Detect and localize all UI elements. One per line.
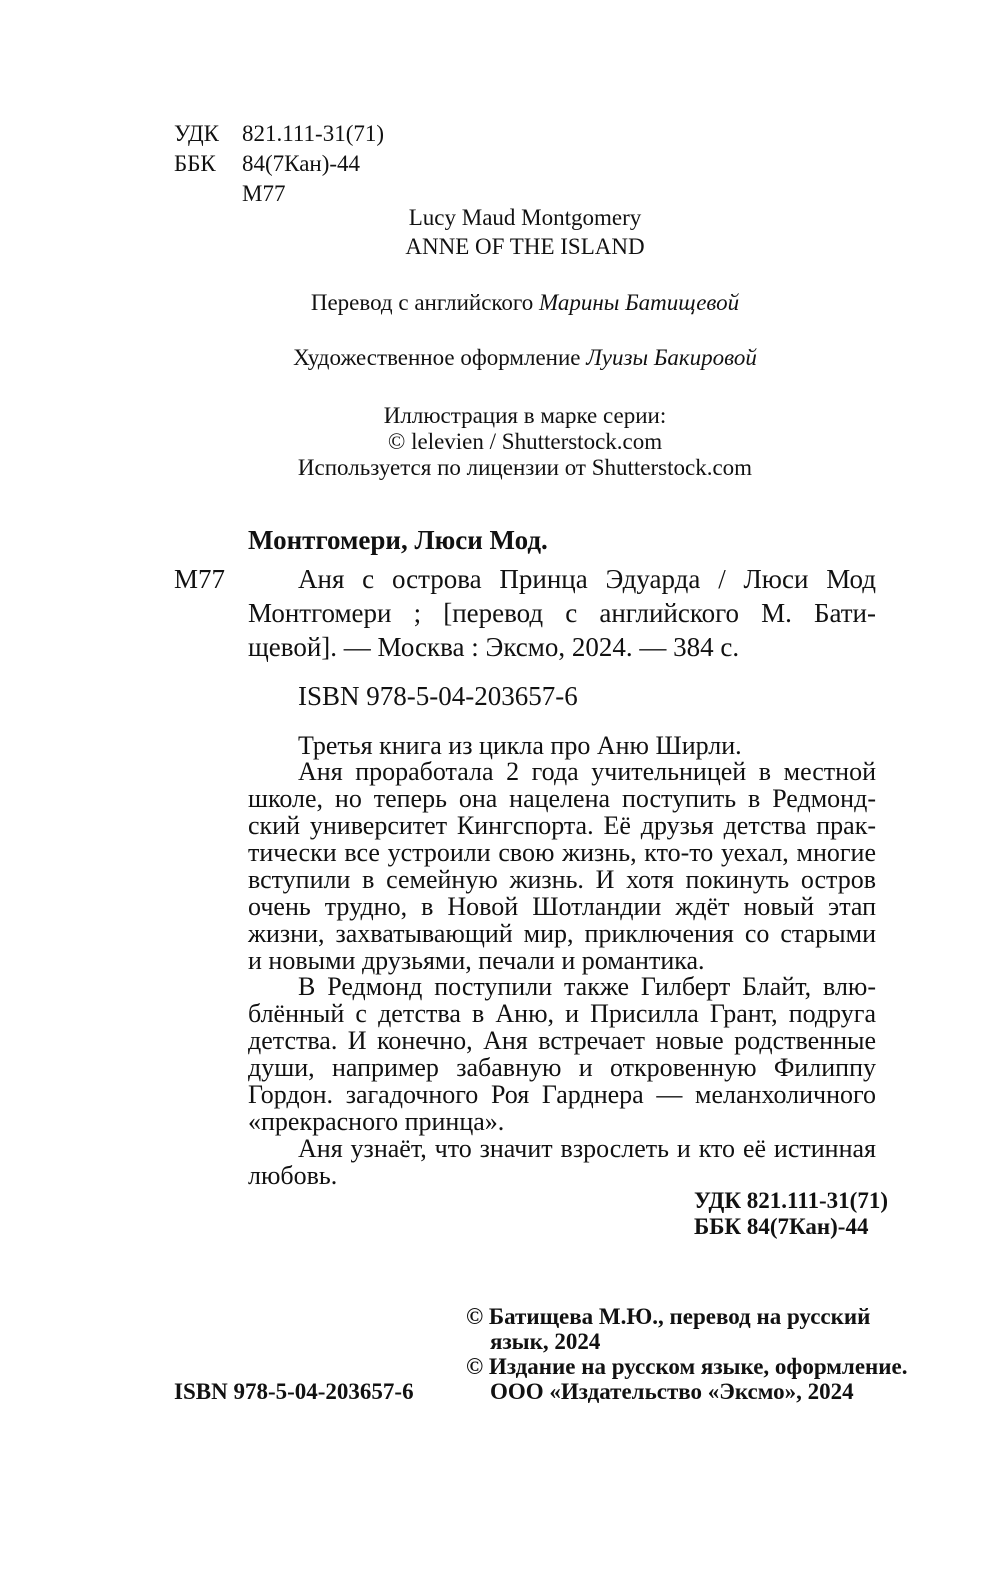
annotation-line: Гордон. загадочного Роя Гарднера — меланхоличного [248,1080,876,1109]
annotation-line: очень трудно, в Новой Шотландии ждёт новый этап [248,892,876,921]
annotation-line: Аня узнаёт, что значит взрослеть и кто её истинная [298,1134,876,1163]
annotation-line: души, например забавную и откровенную Филиппу [248,1053,876,1082]
catalog-line-2: Монтгомери ; [перевод с английского М. Бати- [248,598,876,628]
bbk-value: 84(7Кан)-44 [242,151,361,176]
annotation-line: Третья книга из цикла про Аню Ширли. [298,731,742,760]
bbk-label: ББК [174,151,216,176]
original-title: ANNE OF THE ISLAND [405,234,645,259]
copyright-line-1: © Батищева М.Ю., перевод на русский [466,1304,871,1329]
annotation-line: детства. И конечно, Аня встречает новые родственные [248,1026,876,1055]
annotation-line: тически все устроили свою жизнь, кто-то уехал, многие [248,838,876,867]
catalog-mark: М77 [174,564,226,594]
catalog-line-1: Аня с острова Принца Эдуарда / Люси Мод [298,564,876,594]
copyright-line-2: язык, 2024 [490,1329,601,1354]
catalog-isbn: ISBN 978-5-04-203657-6 [298,681,578,711]
designer-name: Луизы Бакировой [586,345,757,370]
annotation-line: блённый с детства в Аню, и Присилла Грант, подруга [248,999,876,1028]
catalog-author-heading: Монтгомери, Люси Мод. [248,525,548,555]
annotation-line: «прекрасного принца». [248,1107,505,1136]
annotation-line: любовь. [248,1161,338,1190]
bottom-isbn: ISBN 978-5-04-203657-6 [174,1379,414,1404]
annotation-line: Аня проработала 2 года учительницей в местной [298,757,876,786]
annotation-line: В Редмонд поступили также Гилберт Блайт, влю- [298,972,876,1001]
annotation-line: вступили в семейную жизнь. И хотя покинуть остров [248,865,876,894]
illustration-line-3: Используется по лицензии от Shutterstock.com [297,455,753,480]
annotation-line: ский университет Кингспорта. Её друзья детства прак- [248,811,876,840]
udk-label: УДК [174,121,219,146]
catalog-line-3: щевой]. — Москва : Эксмо, 2024. — 384 с. [248,632,740,662]
footer-udk: УДК 821.111-31(71) [694,1188,888,1213]
annotation-line: жизни, захватывающий мир, приключения со старыми [248,919,876,948]
original-author: Lucy Maud Montgomery [408,205,642,230]
copyright-line-4: ООО «Издательство «Эксмо», 2024 [490,1379,854,1404]
translator-name: Марины Батищевой [539,290,740,315]
author-mark: М77 [242,181,286,206]
udk-value: 821.111-31(71) [242,121,385,146]
copyright-line-3: © Издание на русском языке, оформление. [466,1354,908,1379]
illustration-line-1: Иллюстрация в марке серии: [383,403,667,428]
design-credit [150,345,900,371]
annotation-line: школе, но теперь она нацелена поступить в Редмонд- [248,784,876,813]
translation-credit [150,290,900,316]
illustration-line-2: © lelevien / Shutterstock.com [387,429,663,454]
annotation-line: и новыми друзьями, печали и романтика. [248,946,705,975]
footer-bbk: ББК 84(7Кан)-44 [694,1214,869,1239]
design-prefix: Художественное оформление [293,345,581,370]
translation-prefix: Перевод с английского [310,290,534,315]
